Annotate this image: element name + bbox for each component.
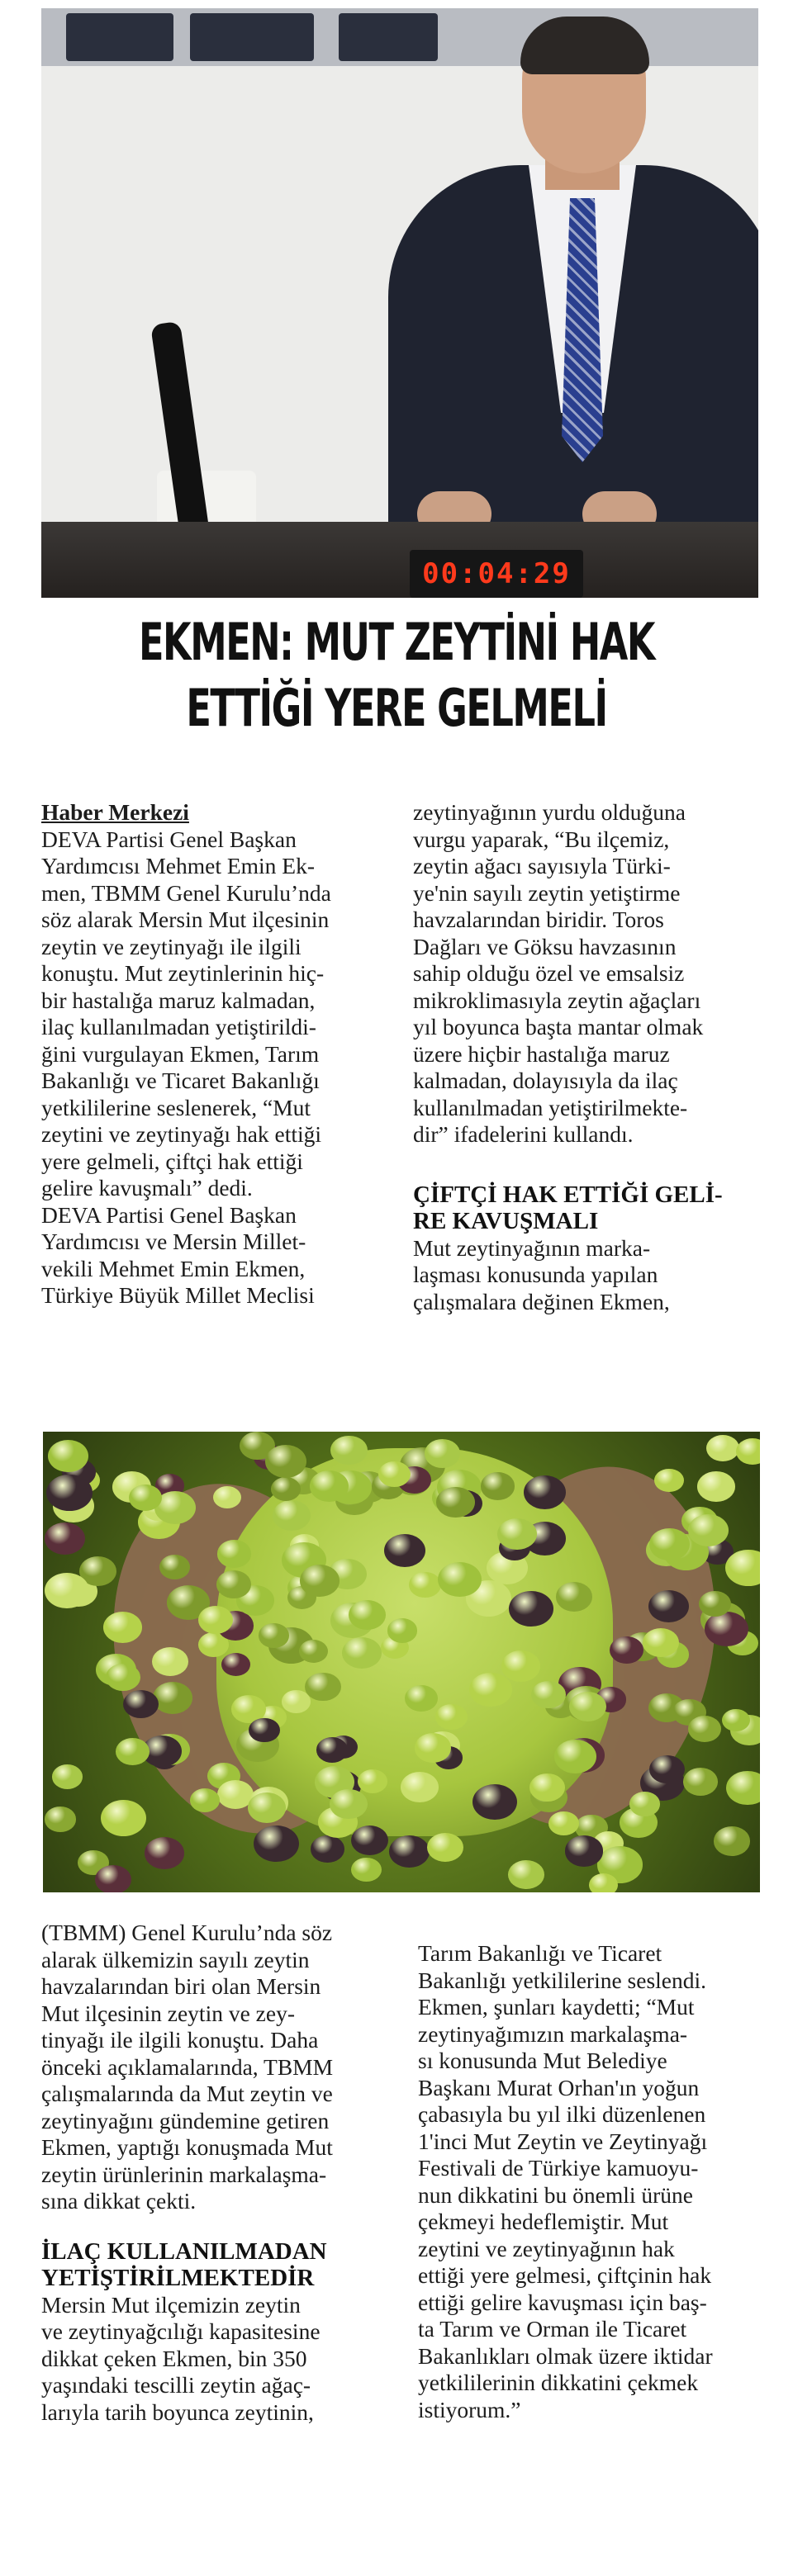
text-line: zeytinyağının yurdu olduğuna xyxy=(413,799,686,825)
olive xyxy=(45,1807,76,1831)
olive xyxy=(497,1518,537,1550)
text-line: Bakanlığı yetkililerine seslendi. xyxy=(418,1967,707,1993)
col3-body xyxy=(41,1920,396,2215)
olive xyxy=(654,1469,684,1493)
olive xyxy=(706,1435,739,1461)
podium-desk xyxy=(41,522,758,598)
olive xyxy=(438,1562,482,1597)
olive xyxy=(725,1550,760,1586)
olive xyxy=(469,1673,512,1707)
olive xyxy=(649,1755,685,1783)
olive xyxy=(508,1860,544,1889)
olive xyxy=(46,1475,93,1511)
text-line: ÇİFTÇİ HAK ETTİĞİ GELİ- xyxy=(413,1181,723,1208)
text-line: alarak ülkemizin sayılı zeytin xyxy=(41,1946,310,1972)
col1-body xyxy=(41,826,388,1309)
text-line: kalmadan, dolayısıyla da ilaç xyxy=(413,1068,678,1093)
olive xyxy=(387,1618,417,1642)
text-line: konuştu. Mut zeytinlerinin hiç- xyxy=(41,960,325,986)
col4-body xyxy=(418,1940,773,2423)
text-line: ta Tarım ve Orman ile Ticaret xyxy=(418,2316,687,2342)
text-line: yetkililerine seslenerek, “Mut xyxy=(41,1094,311,1120)
olive xyxy=(425,1439,461,1468)
text-line: gelire kavuşmalı” dedi. xyxy=(41,1175,253,1200)
text-line: Bakanlıkları olmak üzere iktidar xyxy=(418,2342,713,2369)
byline: Haber Merkezi xyxy=(41,799,189,825)
olive xyxy=(217,1540,252,1568)
olive xyxy=(116,1738,150,1765)
olive xyxy=(145,1837,184,1868)
article-column-1 xyxy=(41,799,388,1309)
olive xyxy=(259,1623,289,1647)
olive xyxy=(349,1600,385,1629)
text-line: zeytinyağımızın markalaşma- xyxy=(418,2020,688,2047)
olive xyxy=(524,1475,567,1509)
text-line: Ekmen, yaptığı konuşmada Mut xyxy=(41,2134,333,2160)
olives-photo xyxy=(43,1432,760,1892)
parliament-seats xyxy=(41,8,758,66)
olive xyxy=(152,1647,188,1676)
olive xyxy=(509,1591,553,1627)
olive xyxy=(405,1685,437,1711)
text-line: laşması konusunda yapılan xyxy=(413,1262,658,1287)
text-line: zeytini ve zeytinyağı hak ettiği xyxy=(41,1121,322,1147)
olive xyxy=(103,1612,143,1643)
text-line: zeytinyağını gündemine getiren xyxy=(41,2107,330,2133)
olive xyxy=(52,1764,83,1789)
text-line: bir hastalığa maruz kalmadan, xyxy=(41,987,316,1013)
headline-line-1: EKMEN: MUT ZEYTİNİ HAK xyxy=(139,612,654,672)
olive xyxy=(129,1485,162,1511)
olive xyxy=(153,1682,193,1714)
text-line: söz alarak Mersin Mut ilçesinin xyxy=(41,907,330,932)
olive xyxy=(351,1825,388,1855)
article-column-4 xyxy=(418,1940,773,2423)
olive xyxy=(610,1636,643,1664)
olive xyxy=(311,1835,344,1863)
text-line: mikroklimasıyla zeytin ağaçları xyxy=(413,987,701,1013)
text-line: ye'nin sayılı zeytin yetiştirme xyxy=(413,879,681,906)
olive xyxy=(501,1650,540,1682)
text-line: Yardımcısı Mehmet Emin Ek- xyxy=(41,853,315,878)
text-line: ğini vurgulayan Ekmen, Tarım xyxy=(41,1040,320,1067)
text-line: dir” ifadelerini kullandı. xyxy=(413,1121,634,1147)
col2b-body xyxy=(413,1235,768,1316)
olive xyxy=(589,1873,618,1892)
olive xyxy=(95,1865,131,1892)
text-line: İLAÇ KULLANILMADAN xyxy=(41,2237,327,2265)
olive xyxy=(697,1471,735,1501)
olive xyxy=(409,1572,440,1598)
text-line: vekili Mehmet Emin Ekmen, xyxy=(41,1255,306,1281)
text-line: Tarım Bakanlığı ve Ticaret xyxy=(418,1940,662,1966)
text-line: yaşındaki tescilli zeytin ağaç- xyxy=(41,2372,311,2398)
text-line: Mersin Mut ilçemizin zeytin xyxy=(41,2291,301,2318)
text-line: men, TBMM Genel Kurulu’nda xyxy=(41,879,331,906)
text-line: üzere hiçbir hastalığa maruz xyxy=(413,1040,670,1067)
olive xyxy=(45,1522,85,1555)
olive xyxy=(305,1673,341,1702)
text-line: çabasıyla bu yıl ilki düzenlenen xyxy=(418,2101,706,2127)
col3b-body xyxy=(41,2292,396,2427)
text-line: ettiği gelire kavuşması için baş- xyxy=(418,2289,707,2315)
subhead-ciftci xyxy=(413,1181,768,1235)
olive xyxy=(159,1555,190,1579)
text-line: dikkat çeken Ekmen, bin 350 xyxy=(41,2345,307,2371)
text-line: Ekmen, şunları kaydetti; “Mut xyxy=(418,1994,695,2020)
olive xyxy=(726,1771,760,1806)
text-line: ettiği yere gelmesi, çiftçinin hak xyxy=(418,2262,712,2288)
olive xyxy=(249,1718,279,1743)
col2-body xyxy=(413,799,768,1148)
text-line: zeytin ağacı sayısıyla Türki- xyxy=(413,853,671,878)
text-line: yetkililerinin dikkatini çekmek xyxy=(418,2370,699,2395)
text-line: yıl boyunca başta mantar olmak xyxy=(413,1014,704,1039)
olive xyxy=(481,1472,515,1499)
olive xyxy=(699,1591,731,1617)
text-line: Türkiye Büyük Millet Meclisi xyxy=(41,1282,315,1308)
text-line: Festivali de Türkiye kamuoyu- xyxy=(418,2155,699,2181)
subhead-ilac xyxy=(41,2238,396,2292)
text-line: sına dikkat çekti. xyxy=(41,2188,197,2214)
text-line: çalışmalarında da Mut zeytin ve xyxy=(41,2081,333,2106)
text-line: sı konusunda Mut Belediye xyxy=(418,2048,667,2073)
text-line: sahip olduğu özel ve emsalsiz xyxy=(413,960,685,986)
olive xyxy=(705,1612,748,1646)
text-line: Mut zeytinyağının marka- xyxy=(413,1234,651,1261)
olive xyxy=(643,1628,679,1657)
text-line: Bakanlığı ve Ticaret Bakanlığı xyxy=(41,1068,320,1093)
text-line: Dağları ve Göksu havzasının xyxy=(413,933,677,959)
olive xyxy=(472,1784,517,1820)
olive xyxy=(282,1690,311,1713)
olive xyxy=(629,1792,660,1816)
text-line: kullanılmadan yetiştirilmekte- xyxy=(413,1094,688,1120)
olive xyxy=(358,1769,387,1793)
headline-line-2: ETTİĞİ YERE GELMELİ xyxy=(186,678,607,738)
olive xyxy=(529,1773,565,1802)
article-column-2 xyxy=(413,799,768,1315)
olive xyxy=(556,1582,592,1611)
olive xyxy=(310,1470,349,1502)
text-line: zeytin ve zeytinyağı ile ilgili xyxy=(41,933,302,959)
olive xyxy=(427,1833,463,1862)
olive xyxy=(554,1740,596,1773)
olive xyxy=(190,1788,220,1812)
olive xyxy=(342,1637,382,1669)
text-line: YETİŞTİRİLMEKTEDİR xyxy=(41,2265,315,2291)
speech-timer xyxy=(410,550,583,598)
text-line: zeytini ve zeytinyağının hak xyxy=(418,2235,675,2261)
text-line: yere gelmeli, çiftçi hak ettiği xyxy=(41,1148,303,1174)
olive xyxy=(736,1438,760,1465)
text-line: nun dikkatini bu önemli ürüne xyxy=(418,2181,694,2208)
text-line: (TBMM) Genel Kurulu’nda söz xyxy=(41,1920,333,1945)
olive xyxy=(265,1445,306,1478)
text-line: istiyorum.” xyxy=(418,2396,521,2422)
olive xyxy=(415,1733,451,1762)
olive xyxy=(435,1704,468,1730)
text-line: Başkanı Murat Orhan'ın yoğun xyxy=(418,2074,700,2100)
olive xyxy=(714,1826,750,1855)
olive xyxy=(330,1789,367,1819)
olive xyxy=(300,1565,340,1596)
olive xyxy=(254,1825,299,1862)
text-line: önceki açıklamalarında, TBMM xyxy=(41,2053,334,2080)
olive xyxy=(48,1440,88,1472)
olive xyxy=(198,1606,234,1634)
text-line: çalışmalara değinen Ekmen, xyxy=(413,1288,670,1314)
olive xyxy=(389,1835,430,1868)
olive xyxy=(548,1811,579,1835)
olive xyxy=(273,1500,311,1531)
olive xyxy=(330,1436,368,1466)
olive xyxy=(688,1716,721,1742)
text-line: Yardımcısı ve Mersin Millet- xyxy=(41,1229,306,1254)
timer-digits: 00:04:29 xyxy=(422,557,571,590)
olive xyxy=(649,1528,689,1560)
text-line: Mut ilçesinin zeytin ve zey- xyxy=(41,2000,295,2026)
speaker-photo xyxy=(41,8,758,598)
text-line: 1'inci Mut Zeytin ve Zeytinyağı xyxy=(418,2128,708,2154)
olive xyxy=(123,1690,159,1719)
headline xyxy=(135,609,658,741)
text-line: ilaç kullanılmadan yetiştirildi- xyxy=(41,1014,316,1039)
olive xyxy=(569,1692,606,1721)
article-column-3 xyxy=(41,1920,396,2426)
text-line: çekmeyi hedeflemiştir. Mut xyxy=(418,2209,669,2234)
text-line: larıyla tarih boyunca zeytinin, xyxy=(41,2398,314,2425)
olive xyxy=(271,1477,301,1501)
text-line: tinyağı ile ilgili konuştu. Daha xyxy=(41,2027,319,2053)
text-line: zeytin ürünlerinin markalaşma- xyxy=(41,2161,327,2187)
olive xyxy=(648,1590,690,1623)
text-line: DEVA Partisi Genel Başkan xyxy=(41,826,297,852)
text-line: RE KAVUŞMALI xyxy=(413,1208,599,1234)
olive xyxy=(565,1835,604,1866)
text-line: havzalarından biri olan Mersin xyxy=(41,1973,321,1999)
olive xyxy=(101,1800,146,1836)
text-line: ve zeytinyağcılığı kapasitesine xyxy=(41,2318,321,2344)
text-line: havzalarından biridir. Toros xyxy=(413,907,664,932)
text-line: vurgu yaparak, “Bu ilçemiz, xyxy=(413,826,670,852)
olive xyxy=(531,1681,566,1708)
olive xyxy=(683,1768,718,1796)
olive xyxy=(688,1514,729,1546)
text-line: DEVA Partisi Genel Başkan xyxy=(41,1201,297,1228)
olive xyxy=(436,1487,474,1518)
olive xyxy=(351,1858,382,1882)
